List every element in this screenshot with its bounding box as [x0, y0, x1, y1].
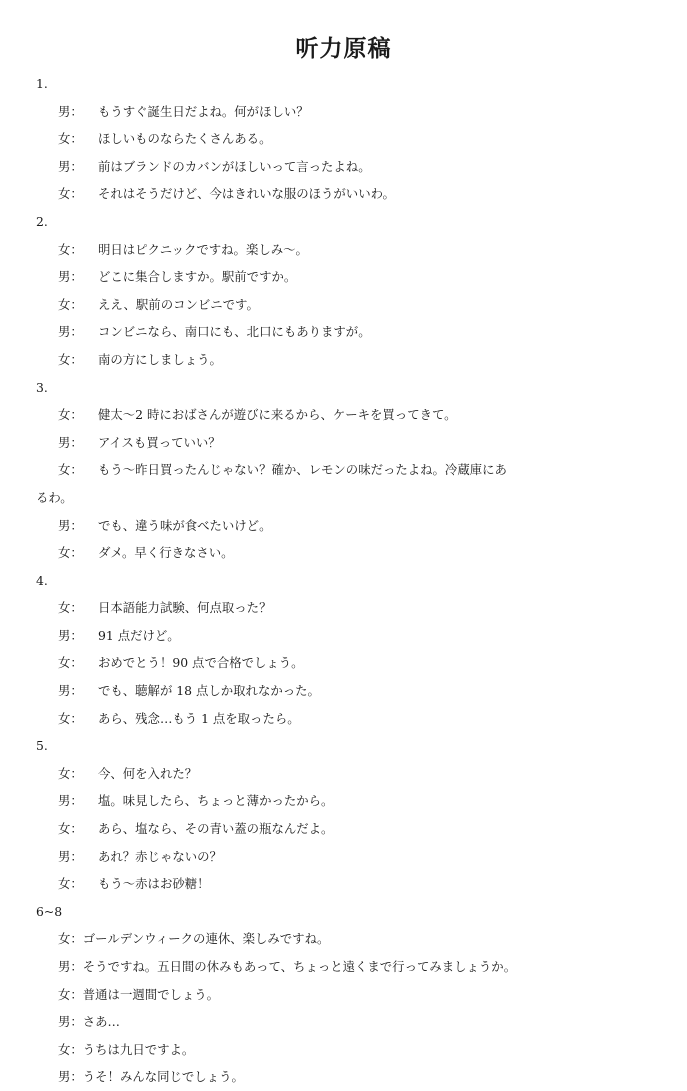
speaker-label: 男：	[58, 959, 83, 974]
section-number: 2.	[36, 213, 48, 229]
speaker-label: 女：	[58, 351, 83, 367]
dialogue-line	[36, 263, 666, 291]
utterance-text: アイスも買っていい？	[98, 434, 221, 450]
speaker-label: 女：	[58, 186, 83, 202]
utterance-text: もう～昨日買ったんじゃない？確か、レモンの味だったよね。冷蔵庫にあ	[98, 462, 507, 478]
utterance-text: ダメ。早く行きなさい。	[98, 545, 234, 561]
speaker-label: 男：	[58, 269, 83, 285]
utterance-text: あら、塩なら、その青い蓋の瓶なんだよ。	[98, 821, 334, 837]
dialogue-line	[36, 429, 666, 457]
speaker-label: 女：	[58, 407, 83, 423]
dialogue-line	[36, 815, 666, 843]
utterance-text: 普通は一週間でしょう。	[82, 986, 220, 1002]
dialogue-line	[36, 1063, 666, 1091]
speaker-label: 女：	[58, 986, 83, 1002]
utterance-text: あれ？赤じゃないの？	[98, 848, 222, 864]
dialogue-section	[36, 567, 666, 733]
utterance-text: 日本語能力試験、何点取った？	[98, 600, 272, 616]
utterance-continuation: るわ。	[36, 489, 73, 505]
utterance-text: 前はブランドのカバンがほしいって言ったよね。	[98, 158, 371, 174]
speaker-label: 男：	[58, 158, 83, 174]
dialogue-line	[36, 843, 666, 871]
dialogue-line	[36, 622, 666, 650]
utterance-text: ほしいものならたくさんある。	[98, 131, 272, 147]
dialogue-line	[36, 539, 666, 567]
utterance-text: 健太～2 時におばさんが遊びに来るから、ケーキを買ってきて。	[98, 407, 457, 423]
utterance-text: 今、何を入れた？	[98, 765, 198, 781]
utterance-text: おめでとう！90 点で合格でしょう。	[98, 655, 304, 671]
dialogue-line	[36, 705, 666, 733]
dialogue-line	[36, 456, 666, 484]
speaker-label: 男：	[58, 848, 83, 864]
document-title: 听力原稿	[295, 35, 392, 62]
dialogue-line	[36, 594, 666, 622]
section-number: 1.	[36, 76, 48, 91]
dialogue-line	[36, 925, 666, 953]
utterance-text: でも、違う味が食べたいけど。	[98, 517, 272, 533]
utterance-text: 南の方にしましょう。	[98, 351, 222, 367]
speaker-label: 男：	[58, 793, 83, 809]
utterance-text: コンビニなら、南口にも、北口にもありますが。	[98, 324, 371, 340]
speaker-label: 女：	[58, 710, 83, 726]
speaker-label: 男：	[58, 517, 83, 533]
dialogue-line	[36, 401, 666, 429]
speaker-label: 女：	[58, 931, 83, 947]
speaker-label: 男：	[58, 324, 83, 340]
dialogue-line	[36, 1036, 666, 1064]
speaker-label: 女：	[58, 1041, 83, 1057]
speaker-label: 男：	[58, 1014, 83, 1030]
utterance-text: ええ、駅前のコンビニです。	[98, 296, 259, 312]
dialogue-line	[36, 180, 666, 208]
dialogue-line	[36, 98, 666, 126]
dialogue-line	[36, 981, 666, 1009]
speaker-label: 女：	[58, 462, 83, 478]
dialogue-line	[36, 1008, 666, 1036]
dialogue-line	[36, 512, 666, 540]
dialogue-section	[36, 208, 666, 374]
speaker-label: 男：	[58, 434, 83, 450]
speaker-label: 女：	[58, 545, 83, 561]
utterance-text: うちは九日ですよ。	[82, 1041, 195, 1057]
speaker-label: 女：	[58, 131, 83, 147]
utterance-text: さあ…	[82, 1014, 120, 1030]
speaker-label: 女：	[58, 600, 83, 616]
dialogue-line	[36, 318, 666, 346]
dialogue-section	[36, 732, 666, 898]
section-number: 6~8	[36, 903, 63, 919]
dialogue-line	[36, 870, 666, 898]
dialogue-line	[36, 787, 666, 815]
utterance-text: 91 点だけど。	[98, 627, 180, 643]
utterance-text: 塩。味見したら、ちょっと薄かったから。	[98, 793, 334, 809]
utterance-text: もうすぐ誕生日だよね。何がほしい？	[98, 103, 309, 119]
utterance-text: ゴールデンウィークの連休、楽しみですね。	[82, 931, 330, 947]
transcript-body	[36, 70, 666, 1091]
speaker-label: 女：	[58, 876, 83, 892]
dialogue-line	[36, 153, 666, 181]
utterance-text: そうですね。五日間の休みもあって、ちょっと遠くまで行ってみましょうか。	[82, 959, 517, 974]
utterance-text: それはそうだけど、今はきれいな服のほうがいいわ。	[98, 186, 395, 202]
section-number: 5.	[36, 738, 48, 754]
speaker-label: 女：	[58, 655, 83, 671]
utterance-text: 明日はピクニックですね。楽しみ～。	[98, 241, 308, 257]
dialogue-line	[36, 291, 666, 319]
speaker-label: 女：	[58, 296, 83, 312]
section-number: 4.	[36, 572, 48, 588]
speaker-label: 男：	[58, 103, 83, 119]
utterance-text: うそ！みんな同じでしょう。	[82, 1069, 244, 1085]
section-number: 3.	[36, 379, 48, 395]
speaker-label: 女：	[58, 765, 83, 781]
speaker-label: 男：	[58, 1069, 83, 1085]
utterance-text: もう～赤はお砂糖！	[98, 876, 210, 892]
speaker-label: 女：	[58, 821, 83, 837]
dialogue-line	[36, 677, 666, 705]
dialogue-section	[36, 898, 666, 1091]
speaker-label: 男：	[58, 683, 83, 699]
dialogue-line	[36, 953, 666, 981]
dialogue-section	[36, 374, 666, 567]
dialogue-line	[36, 760, 666, 788]
dialogue-section	[36, 70, 666, 208]
speaker-label: 女：	[58, 241, 83, 257]
speaker-label: 男：	[58, 627, 83, 643]
dialogue-line	[36, 125, 666, 153]
utterance-text: あら、残念…もう 1 点を取ったら。	[98, 710, 300, 726]
utterance-text: でも、聴解が 18 点しか取れなかった。	[98, 683, 320, 699]
dialogue-line	[36, 236, 666, 264]
dialogue-line	[36, 346, 666, 374]
utterance-text: どこに集合しますか。駅前ですか。	[98, 269, 297, 285]
dialogue-line	[36, 649, 666, 677]
